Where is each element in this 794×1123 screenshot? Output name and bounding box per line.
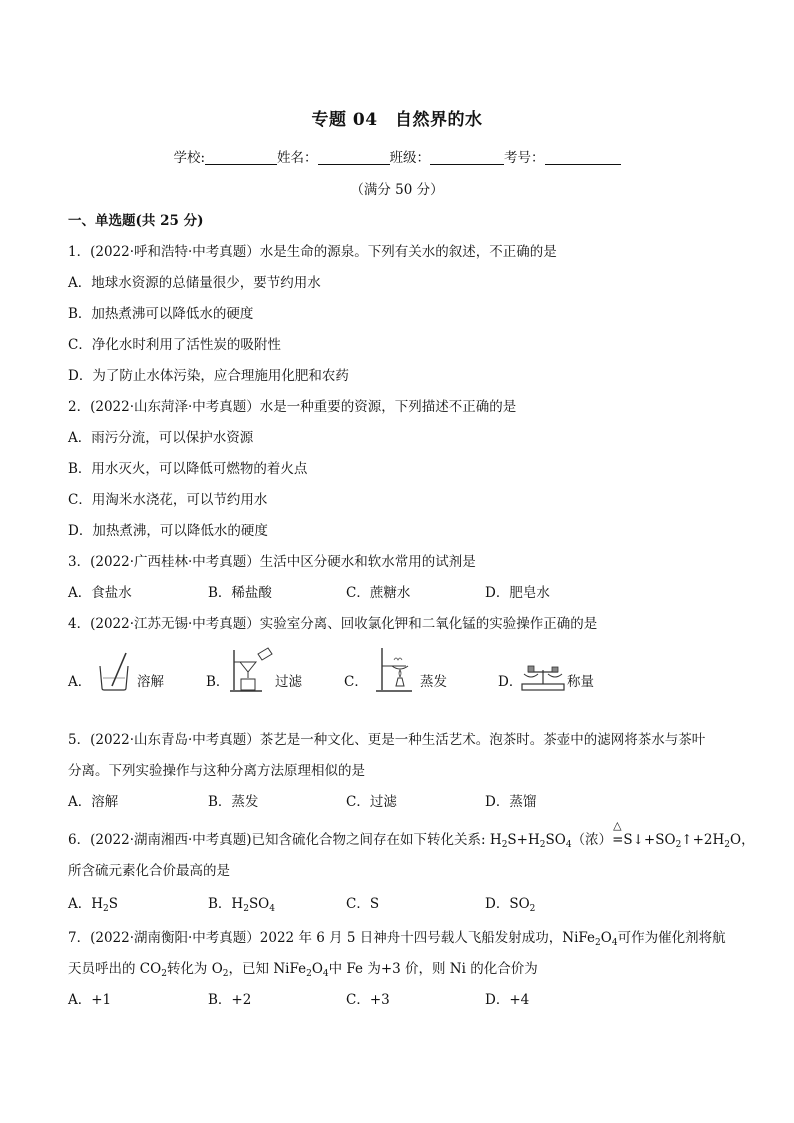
opt-text: S [108,896,119,912]
stem-text: 转化为 O [166,961,223,977]
question-stem-6-line1 [68,819,755,850]
option-1d: D．为了防止水体污染，应合理施用化肥和农药 [68,368,349,384]
option-2a: A．雨污分流，可以保护水资源 [68,430,254,446]
question-stem-7-line2 [68,957,538,977]
question-stem-5-line1: 5．(2022·山东青岛·中考真题）茶艺是一种文化、更是一种生活艺术。泡茶时。茶壶中的滤网将茶水与茶叶 [68,732,706,748]
option-3b: B．稀盐酸 [208,585,272,601]
eq-sub: 2 [539,840,546,850]
exam-no-blank [545,150,621,165]
student-info-row [0,146,794,166]
option-3d: D．肥皂水 [485,585,550,601]
delta-symbol: △ [613,819,622,832]
option-1a: A．地球水资源的总储量很少，要节约用水 [68,275,321,291]
eq-part: S↓+SO [623,832,676,848]
option-4d-label: 称量 [567,674,594,690]
eq-sub: 4 [565,840,572,850]
stem-text: 中 Fe 为+3 价，则 Ni 的化合价为 [328,961,538,977]
school-label: 学校: [173,150,206,166]
option-4d-letter: D． [498,674,523,690]
school-blank [205,150,277,165]
option-5b: B．蒸发 [208,794,259,810]
option-4c-label: 蒸发 [420,674,447,690]
eq-part: O， [730,832,755,848]
question-stem-6-line2: 所含硫元素化合价最高的是 [68,863,230,879]
option-4b-label: 过滤 [275,674,302,690]
option-5c: C．过滤 [346,794,397,810]
eq-part: ↑+2H [681,832,725,848]
full-score: （满分 50 分） [350,182,444,198]
option-3c: C．蔗糖水 [346,585,411,601]
page-title: 专题 04 自然界的水 [311,110,483,130]
opt-text: SO [248,896,270,912]
option-6b [208,892,275,912]
stem-sub: 2 [306,969,312,979]
exam-no-label: 考号： [504,150,545,166]
option-5a: A．溶解 [68,794,119,810]
eq-sub: 2 [501,840,508,850]
option-1b: B．加热煮沸可以降低水的硬度 [68,306,254,322]
evaporation-setup-icon [372,646,416,694]
eq-sub: 2 [724,840,731,850]
option-2b: B．用水灭火，可以降低可燃物的着火点 [68,461,308,477]
stem-text: 天员呼出的 CO [68,961,162,977]
option-3a: A．食盐水 [68,585,132,601]
chemical-equation [489,819,755,850]
class-blank [430,150,504,165]
question-stem-6-prefix: 6．(2022·湖南湘西·中考真题)已知含硫化合物之间存在如下转化关系: [68,832,490,848]
option-5d: D．蒸馏 [485,794,537,810]
eq-part: H [489,832,502,848]
option-6a [68,892,118,912]
opt-sub: 2 [529,904,536,914]
question-stem-5-line2: 分离。下列实验操作与这种分离方法原理相似的是 [68,763,365,779]
opt-text: C．S [346,896,380,912]
opt-text: A．H [68,896,104,912]
option-6c [346,892,379,912]
option-4a-letter: A． [68,674,92,690]
option-4a-label: 溶解 [137,674,164,690]
dissolve-beaker-icon [96,652,136,692]
stem-text: O [600,930,612,946]
stem-text: 可作为催化剂将航 [617,930,726,946]
option-7b: B．+2 [208,992,252,1008]
stem-sub: 4 [322,969,329,979]
eq-condition: （浓） [571,832,613,848]
stem-sub: 2 [161,969,167,979]
stem-sub: 2 [595,938,601,948]
opt-sub: 4 [269,904,275,914]
stem-text: O [311,961,323,977]
option-7c: C．+3 [346,992,390,1008]
option-7a: A．+1 [68,992,112,1008]
stem-text: 7．(2022·湖南衡阳·中考真题）2022 年 6 月 5 日神舟十四号载人飞船发射成功，NiFe [68,930,596,946]
stem-sub: 2 [222,969,229,979]
question-stem-7-line1 [68,926,726,946]
eq-equals: = [612,832,624,848]
opt-text: D．SO [485,896,530,912]
stem-sub: 4 [611,938,618,948]
opt-sub: 2 [103,904,109,914]
question-stem-1: 1．(2022·呼和浩特·中考真题）水是生命的源泉。下列有关水的叙述，不正确的是 [68,244,557,260]
option-6d [485,892,535,912]
eq-sub: 2 [675,840,682,850]
option-2c: C．用淘米水浇花，可以节约用水 [68,492,268,508]
balance-scale-icon [520,660,566,692]
option-2d: D．加热煮沸，可以降低水的硬度 [68,523,268,539]
name-blank [318,150,390,165]
eq-part: SO [545,832,566,848]
class-label: 班级： [389,150,431,166]
eq-part: S+H [507,832,540,848]
heating-condition [612,819,624,848]
question-stem-2: 2．(2022·山东菏泽·中考真题）水是一种重要的资源，下列描述不正确的是 [68,399,517,415]
question-stem-3: 3．(2022·广西桂林·中考真题）生活中区分硬水和软水常用的试剂是 [68,554,476,570]
opt-text: B．H [208,896,244,912]
option-4c-letter: C． [344,674,368,690]
option-7d: D．+4 [485,992,530,1008]
question-stem-4: 4．(2022·江苏无锡·中考真题）实验室分离、回收氯化钾和二氧化锰的实验操作正确的是 [68,616,598,632]
opt-sub: 2 [243,904,249,914]
option-1c: C．净化水时利用了活性炭的吸附性 [68,337,281,353]
option-4b-letter: B． [206,674,230,690]
filtration-setup-icon [230,648,274,694]
section-title: 一、单选题(共 25 分) [68,213,204,229]
stem-text: ，已知 NiFe [228,961,307,977]
name-label: 姓名： [277,150,318,166]
